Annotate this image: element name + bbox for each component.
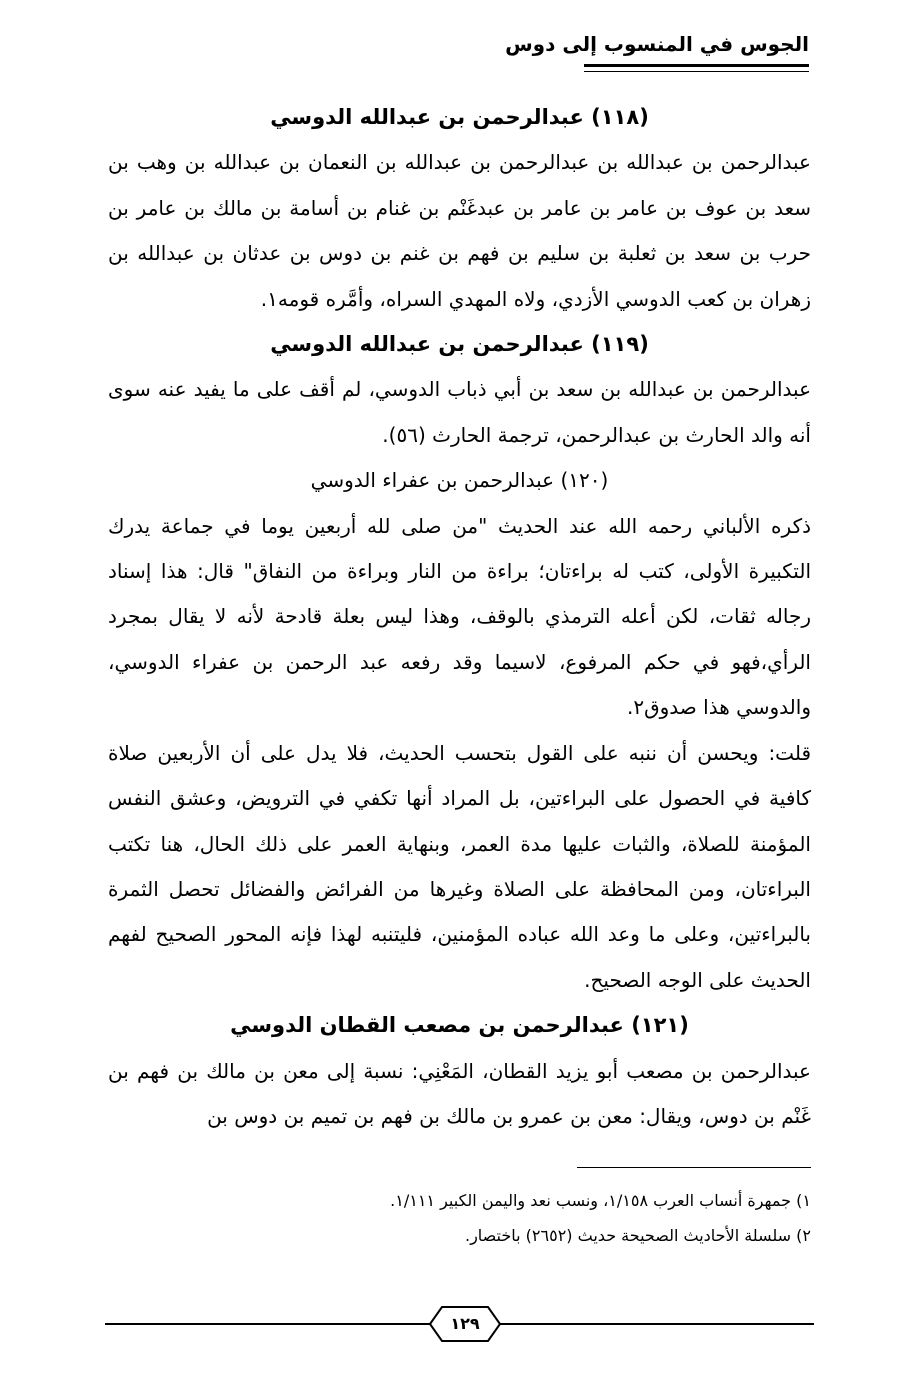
page-number: ١٢٩: [450, 1314, 480, 1333]
footer-rule-left: [105, 1323, 430, 1325]
entry-heading-121: (١٢١) عبدالرحمن بن مصعب القطان الدوسي: [230, 1013, 689, 1038]
main-text: [108, 95, 811, 1139]
header-rule-thin: [584, 71, 809, 72]
page-number-badge: [428, 1305, 502, 1343]
entry-heading-119: (١١٩) عبدالرحمن بن عبدالله الدوسي: [270, 332, 649, 357]
running-header: الجوس في المنسوب إلى دوس: [505, 32, 809, 56]
footnote-separator: [577, 1167, 811, 1168]
entry-text-121: عبدالرحمن بن مصعب أبو يزيد القطان، المَعْنِي: نسبة إلى معن بن مالك بن فهم بن غَنْم بن دوس، ويقال: معن بن عمرو بن مالك بن فهم بن تميم بن دوس بن: [108, 1058, 811, 1128]
footer-rule-right: [500, 1323, 814, 1325]
entry-text-118: عبدالرحمن بن عبدالله بن عبدالرحمن بن عبدالله بن النعمان بن عبدالله بن وهب بن سعد بن عوف بن عامر بن عامر بن عبدغَنْم بن غنام بن أسامة بن مالك بن عامر بن حرب بن سعد بن ثعلبة بن سليم بن فهم بن غنم بن دوس بن عدثان بن عبدالله بن زهران بن كعب الدوسي الأزدي، ولاه المهدي السراه، وأمَّره قومه١.: [108, 150, 811, 311]
header-rule: [584, 64, 809, 67]
footnote-2: ٢) سلسلة الأحاديث الصحيحة حديث (٢٦٥٢) باختصار.: [464, 1226, 811, 1245]
entry-text-120: ذكره الألباني رحمه الله عند الحديث "من صلى لله أربعين يوما في جماعة يدرك التكبيرة الأولى، كتب له براءتان؛ براءة من النار وبراءة من النفاق" قال: هذا إسناد رجاله ثقات، لكن أعله الترمذي بالوقف، وهذا ليس بعلة قادحة لأنه لا يقال بمجرد الرأي،فهو في حكم المرفوع، لاسيما وقد رفعه عبد الرحمن بن عفراء الدوسي، والدوسي هذا صدوق٢.: [108, 513, 811, 720]
footnotes: [108, 1183, 811, 1253]
entry-heading-120: (١٢٠) عبدالرحمن بن عفراء الدوسي: [310, 468, 609, 493]
entry-text-119: عبدالرحمن بن عبدالله بن سعد بن أبي ذباب الدوسي، لم أقف على ما يفيد عنه سوى أنه والد الحارث بن عبدالرحمن، ترجمة الحارث (٥٦).: [108, 377, 811, 447]
entry-heading-118: (١١٨) عبدالرحمن بن عبدالله الدوسي: [270, 105, 649, 129]
entry-comment-120: قلت: ويحسن أن ننبه على القول بتحسب الحديث، فلا يدل على أن الأربعين صلاة كافية في الحصول على البراءتين، بل المراد أنها تكفي في الترويض، وعشق النفس المؤمنة للصلاة، والثبات عليها مدة العمر، وبنهاية العمر على ذلك الحال، هنا تكتب البراءتان، ومن المحافظة على الصلاة وغيرها من الفرائض والفضائل تحصل الثمرة بالبراءتين، وعلى ما وعد الله عباده المؤمنين، فليتنبه لهذا فإنه المحور الصحيح لفهم الحديث على الوجه الصحيح.: [108, 740, 811, 992]
footnote-1: ١) جمهرة أنساب العرب ١/١٥٨، ونسب نعد واليمن الكبير ١/١١١.: [390, 1191, 811, 1210]
